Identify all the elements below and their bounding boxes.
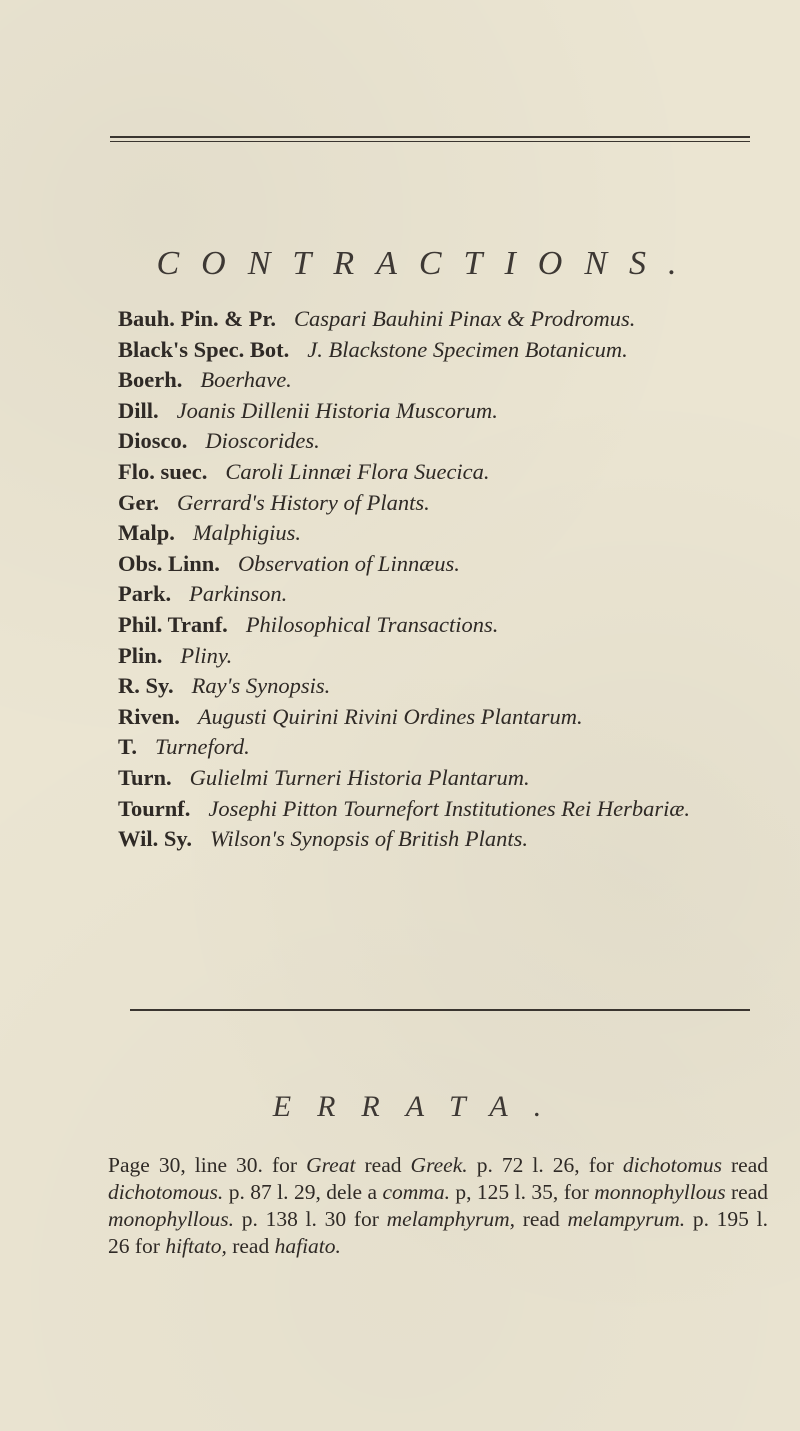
abbreviation-term: Malp.: [118, 520, 175, 546]
abbreviation-term: Ger.: [118, 489, 160, 515]
abbreviation-entry: [118, 825, 528, 853]
errata-segment: melamphyrum,: [386, 1207, 516, 1231]
abbreviation-meaning: Malphigius.: [192, 520, 302, 546]
abbreviation-entry: [118, 489, 430, 517]
abbreviation-term: Tournf.: [118, 795, 191, 821]
abbreviation-term: Boerh.: [118, 367, 183, 393]
abbreviation-term: Turn.: [118, 765, 172, 790]
abbreviation-term: Wil. Sy.: [118, 826, 192, 852]
abbreviation-entry: [118, 427, 320, 455]
errata-segment: hafiato.: [274, 1234, 341, 1258]
errata-segment: p. 195 l. 26 for: [108, 1207, 768, 1258]
abbreviation-entry: [118, 519, 301, 547]
abbreviation-entry: [118, 703, 583, 731]
abbreviation-meaning: Philosophical Transactions.: [245, 612, 499, 637]
errata-segment: monophyllous.: [108, 1207, 235, 1231]
abbreviation-meaning: Caroli Linnæi Flora Suecica.: [225, 459, 490, 484]
abbreviation-term: T.: [118, 734, 137, 760]
abbreviation-term: Black's Spec. Bot.: [118, 336, 290, 362]
errata-segment: p. 138 l. 30 for: [234, 1207, 387, 1231]
errata-paragraph: [108, 1152, 768, 1260]
errata-segment: hiftato,: [165, 1234, 227, 1258]
errata-segment: Page 30, line 30. for: [108, 1153, 307, 1177]
abbreviation-meaning: Ray's Synopsis.: [191, 673, 331, 699]
errata-segment: read: [725, 1180, 769, 1204]
section-divider-rule: [130, 1009, 750, 1011]
abbreviation-term: Plin.: [118, 642, 163, 668]
errata-segment: Greek.: [410, 1153, 468, 1177]
abbreviation-meaning: Augusti Quirini Rivini Ordines Plantarum.: [197, 703, 583, 729]
top-double-rule-lower: [110, 141, 750, 142]
abbreviation-meaning: Wilson's Synopsis of British Plants.: [210, 826, 528, 852]
abbreviation-meaning: Josephi Pitton Tournefort Institutiones Rei Herbariæ.: [208, 795, 690, 821]
abbreviation-meaning: Pliny.: [180, 642, 233, 668]
errata-segment: read: [515, 1207, 568, 1231]
contractions-heading: CONTRACTIONS.: [156, 245, 699, 282]
abbreviation-meaning: Gulielmi Turneri Historia Plantarum.: [189, 765, 530, 790]
abbreviation-meaning: Turneford.: [154, 734, 250, 760]
errata-segment: Great: [306, 1153, 356, 1177]
abbreviation-entry: [118, 733, 250, 761]
errata-segment: p, 125 l. 35, for: [449, 1180, 595, 1204]
abbreviation-term: Diosco.: [118, 428, 188, 454]
errata-segment: read: [226, 1234, 275, 1258]
abbreviation-meaning: Gerrard's History of Plants.: [177, 489, 430, 515]
top-double-rule-upper: [110, 136, 750, 138]
abbreviation-term: Bauh. Pin. & Pr.: [118, 306, 276, 331]
errata-heading: ERRATA.: [272, 1090, 568, 1123]
abbreviation-term: Phil. Tranf.: [118, 612, 228, 637]
errata-segment: comma.: [382, 1180, 450, 1204]
abbreviation-term: Riven.: [118, 703, 180, 729]
abbreviation-entry: [118, 550, 460, 578]
abbreviation-term: R. Sy.: [118, 673, 174, 699]
errata-segment: melampyrum.: [567, 1207, 686, 1231]
errata-segment: p. 87 l. 29, dele a: [223, 1180, 383, 1204]
abbreviation-meaning: Joanis Dillenii Historia Muscorum.: [176, 397, 498, 423]
abbreviation-entry: [118, 795, 690, 823]
errata-segment: read: [355, 1153, 411, 1177]
abbreviation-entry: [118, 672, 330, 700]
errata-segment: read: [721, 1153, 769, 1177]
abbreviation-term: Flo. suec.: [118, 459, 208, 484]
abbreviation-entry: [118, 642, 232, 670]
abbreviation-term: Dill.: [118, 397, 159, 423]
abbreviation-meaning: Dioscorides.: [205, 428, 320, 454]
abbreviation-meaning: Caspari Bauhini Pinax & Prodromus.: [293, 306, 636, 331]
abbreviation-term: Park.: [118, 581, 172, 607]
errata-segment: dichotomous.: [108, 1180, 224, 1204]
errata-segment: p. 72 l. 26, for: [467, 1153, 623, 1177]
abbreviation-entry: [118, 580, 287, 608]
abbreviation-entry: [118, 458, 490, 486]
errata-segment: dichotomus: [622, 1153, 722, 1177]
abbreviation-entry: [118, 305, 635, 333]
errata-segment: monnophyllous: [594, 1180, 726, 1204]
abbreviation-entry: [118, 764, 530, 792]
abbreviation-term: Obs. Linn.: [118, 550, 220, 576]
abbreviation-meaning: Observation of Linnæus.: [237, 550, 460, 576]
abbreviation-entry: [118, 611, 498, 639]
abbreviation-meaning: J. Blackstone Specimen Botanicum.: [307, 336, 628, 362]
abbreviation-meaning: Parkinson.: [189, 581, 288, 607]
abbreviation-meaning: Boerhave.: [200, 367, 292, 393]
abbreviation-entry: [118, 366, 292, 394]
abbreviation-entry: [118, 336, 628, 364]
abbreviation-entry: [118, 397, 498, 425]
